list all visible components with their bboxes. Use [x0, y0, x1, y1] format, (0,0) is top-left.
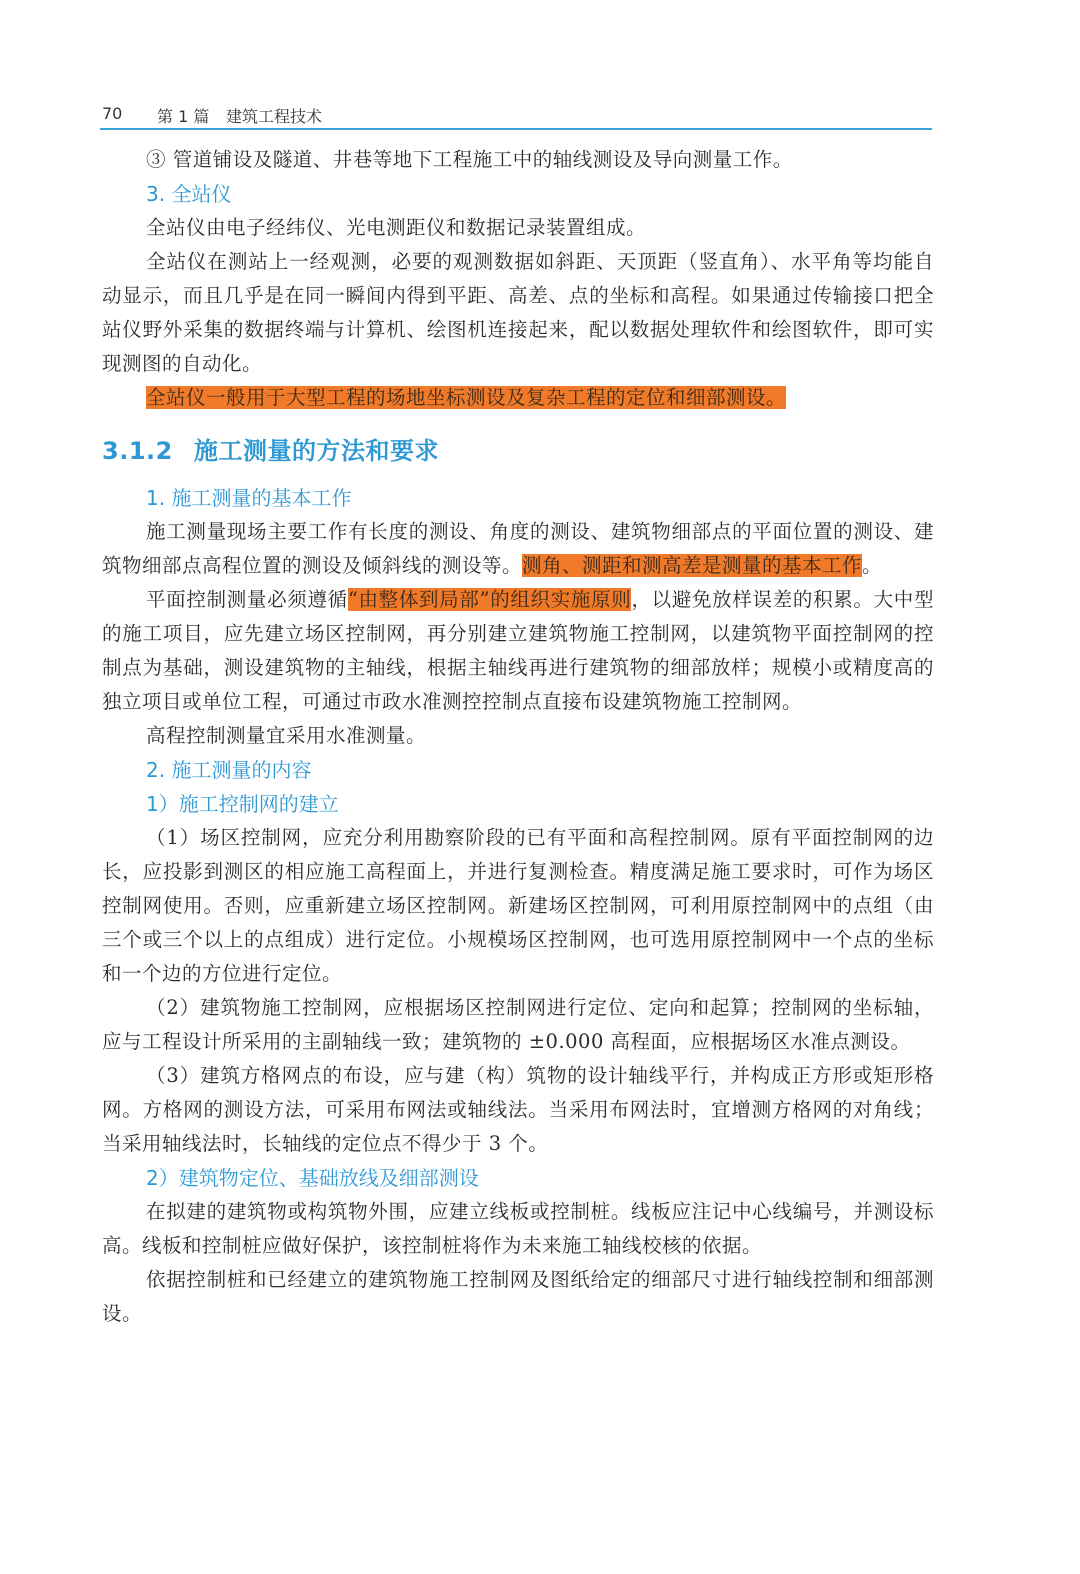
book-title: 建筑工程技术	[226, 107, 323, 126]
running-header	[100, 100, 932, 128]
paragraph: 高程控制测量宜采用水准测量。	[146, 724, 427, 747]
paragraph: 全站仪在测站上一经观测，必要的观测数据如斜距、天顶距（竖直角）、水平角等均能自动显示，而且几乎是在同一瞬间内得到平距、高差、点的坐标和高程。如果通过传输接口把全站仪野外采集的数据终端与计算机、绘图机连接起来，配以数据处理软件和绘图软件，即可实现测图的自动化。	[102, 250, 934, 375]
highlight-mark: 全站仪一般用于大型工程的场地坐标测设及复杂工程的定位和细部测设。	[146, 386, 787, 409]
section-number: 3.1.2	[102, 437, 173, 465]
page-body	[102, 143, 934, 1331]
paragraph: （2）建筑物施工控制网，应根据场区控制网进行定位、定向和起算；控制网的坐标轴，应与工程设计所采用的主副轴线一致；建筑物的 ±0.000 高程面，应根据场区水准点测设。	[102, 996, 934, 1053]
highlight-mark: 测角、测距和测高差是测量的基本工作	[522, 554, 863, 577]
paragraph: 全站仪由电子经纬仪、光电测距仪和数据记录装置组成。	[146, 216, 647, 239]
paragraph: （1）场区控制网，应充分利用勘察阶段的已有平面和高程控制网。原有平面控制网的边长，应投影到测区的相应施工高程面上，并进行复测检查。精度满足施工要求时，可作为场区控制网使用。否则，应重新建立场区控制网。新建场区控制网，可利用原控制网中的点组（由三个或三个以上的点组成）进行定位。小规模场区控制网，也可选用原控制网中一个点的坐标和一个边的方位进行定位。	[102, 826, 934, 985]
section-heading	[102, 431, 934, 471]
paragraph: 依据控制桩和已经建立的建筑物施工控制网及图纸给定的细部尺寸进行轴线控制和细部测设。	[102, 1268, 934, 1325]
section-title: 施工测量的方法和要求	[194, 437, 439, 465]
paragraph	[102, 381, 934, 415]
subheading-positioning: 2）建筑物定位、基础放线及细部测设	[146, 1166, 479, 1190]
paragraph: 施工测量现场主要工作有长度的测设、角度的测设、建筑物细部点的平面位置的测设、建筑物细部点高程位置的测设及倾斜线的测设等。测角、测距和测高差是测量的基本工作。	[102, 520, 934, 577]
header-rule	[100, 128, 932, 130]
paragraph: （3）建筑方格网点的布设，应与建（构）筑物的设计轴线平行，并构成正方形或矩形格网。方格网的测设方法，可采用布网法或轴线法。当采用布网法时，宜增测方格网的对角线；当采用轴线法时，长轴线的定位点不得少于 3 个。	[102, 1064, 934, 1155]
part-label: 第 1 篇	[157, 107, 210, 126]
list-item-3: ③ 管道铺设及隧道、井巷等地下工程施工中的轴线测设及导向测量工作。	[146, 148, 793, 171]
paragraph: 平面控制测量必须遵循“由整体到局部”的组织实施原则，以避免放样误差的积累。大中型的施工项目，应先建立场区控制网，再分别建立建筑物施工控制网，以建筑物平面控制网的控制点为基础，测设建筑物的主轴线，根据主轴线再进行建筑物的细部放样；规模小或精度高的独立项目或单位工程，可通过市政水准测控控制点直接布设建筑物施工控制网。	[102, 588, 934, 713]
highlight-mark: “由整体到局部”的组织实施原则	[347, 588, 632, 611]
paragraph: 在拟建的建筑物或构筑物外围，应建立线板或控制桩。线板应注记中心线编号，并测设标高。线板和控制桩应做好保护，该控制桩将作为未来施工轴线校核的依据。	[102, 1200, 934, 1257]
subheading-basic-work: 1. 施工测量的基本工作	[146, 486, 352, 510]
subheading-content: 2. 施工测量的内容	[146, 758, 312, 782]
page-number: 70	[102, 104, 123, 123]
subheading-control-network: 1）施工控制网的建立	[146, 792, 339, 816]
subheading-total-station: 3. 全站仪	[146, 182, 232, 206]
